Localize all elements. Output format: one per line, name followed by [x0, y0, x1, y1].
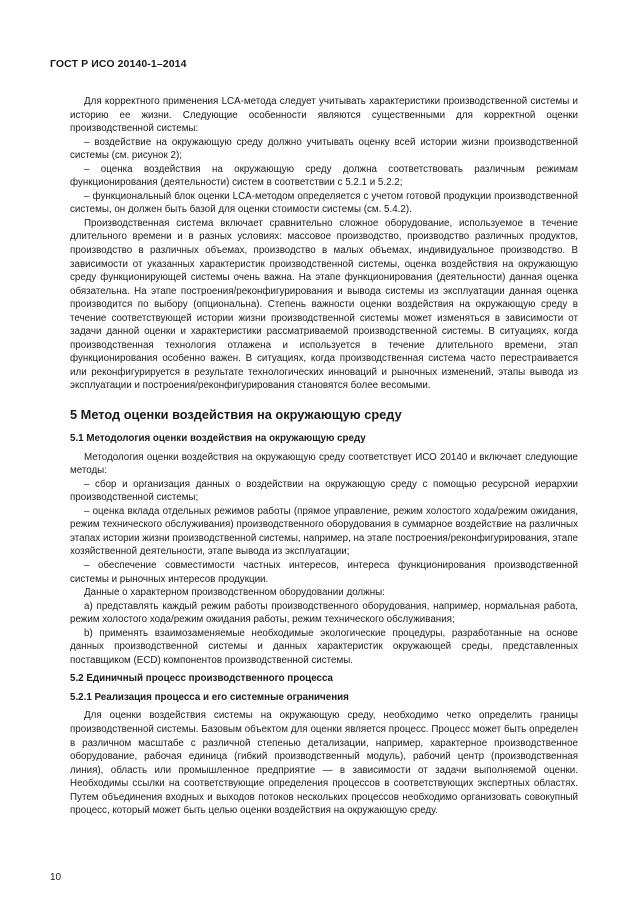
subsection-heading-5-2-1: 5.2.1 Реализация процесса и его системные ограничения: [70, 691, 349, 703]
paragraph: Данные о характерном производственном оборудовании должны:: [84, 587, 385, 599]
list-item: – воздействие на окружающую среду должно учитывать оценку всей истории жизни производственной системы (см. рисунок 2);: [70, 136, 578, 162]
list-item: – сбор и организация данных о воздействии на окружающую среду с помощью ресурсной иерархии производственной системы;: [70, 478, 578, 504]
document-code-header: ГОСТ Р ИСО 20140-1–2014: [50, 58, 187, 70]
paragraph: Для корректного применения LCA-метода следует учитывать характеристики производственной системы и историю ее жизни. Следующие особенности являются существенными для корректной оценки производственной системы:: [70, 96, 578, 135]
page-number: 10: [50, 872, 62, 883]
paragraph: Для оценки воздействия системы на окружающую среду, необходимо четко определить границы производственной системы. Базовым объектом для оценки является процесс. Процесс может быть определен в различном масштабе с различной степенью детализации, например, характерное производственное оборудование, рабочая единица (гибкий производственный модуль), рабочий центр (производственная линия), область или промышленное предприятие — в зависимости от задачи выполняемой оценки. Необходимы ссылки на соответствующие определения процессов в соответствующих экспертных областях. Путем объединения входных и выходов потоков нескольких процессов необходимо организовать совокупный процесс, который может быть целью оценки воздействия на окружающую среду.: [70, 710, 578, 817]
section-heading-5: 5 Метод оценки воздействия на окружающую среду: [70, 407, 402, 423]
list-item: b) применять взаимозаменяемые необходимые экологические процедуры, разработанные на основе данных производственной системы и данных характеристик окружающей среды, представленных поставщиком (ECD) компонентов производственной системы.: [70, 627, 578, 666]
list-item: a) представлять каждый режим работы производственного оборудования, например, нормальная работа, режим холостого хода/режим ожидания работы, режим технического обслуживания;: [70, 600, 578, 626]
list-item: – обеспечение совместимости частных интересов, интереса функционирования производственной системы и рыночных интересов продукции.: [70, 559, 578, 585]
main-content: [70, 95, 578, 818]
subsection-heading-5-1: 5.1 Методология оценки воздействия на окружающую среду: [70, 433, 366, 445]
paragraph: Производственная система включает сравнительно сложное оборудование, используемое в течение длительного времени и в разных условиях: массовое производство, производство различных продуктов, производство в различных объемах, производство в малых объемах, индивидуальное производство. В зависимости от указанных характеристик производственной системы, оценка воздействия на окружающую среду функционирующей системы очень важна. На этапе функционирования (деятельности) данная оценка обязательна. На этапе построения/реконфигурирования и вывода системы из эксплуатации данная оценка производится по выбору (опциональна). Степень важности оценки воздействия на окружающую среду в течение соответствующей истории жизни производственной системы может изменяться в зависимости от задачи данной оценки и характеристики рассматриваемой производственной системы. В ситуациях, когда производственная технология отлажена и используется в течение длительного времени, этап функционирования особенно важен. В ситуациях, когда производственная система часто перестраивается или реконфигурируется в результате технологических инноваций и рыночных изменений, этапы вывода из эксплуатации и построения/реконфигурирования становятся более весомыми.: [70, 217, 578, 392]
list-item: – функциональный блок оценки LCA-методом определяется с учетом готовой продукции производственной системы, он должен быть базой для оценки стоимости системы (см. 5.4.2).: [70, 190, 578, 216]
subsection-heading-5-2: 5.2 Единичный процесс производственного процесса: [70, 673, 333, 685]
list-item: – оценка воздействия на окружающую среду должна соответствовать различным режимам функционирования (деятельности) систем в соответствии с 5.2.1 и 5.2.2;: [70, 163, 578, 189]
list-item: – оценка вклада отдельных режимов работы (прямое управление, режим холостого хода/режим ожидания, режим технического обслуживания) производственного оборудования в суммарное воздействие на различных этапах истории жизни производственной системы, например, на этапе построения/реконфигурирования, этапе хозяйственной деятельности, этапе вывода из эксплуатации;: [70, 505, 578, 558]
paragraph: Методология оценки воздействия на окружающую среду соответствует ИСО 20140 и включает следующие методы:: [70, 451, 578, 477]
